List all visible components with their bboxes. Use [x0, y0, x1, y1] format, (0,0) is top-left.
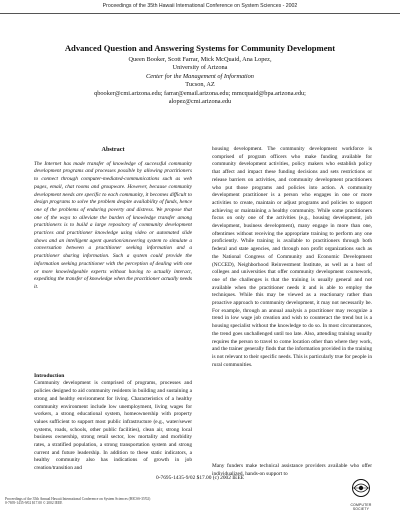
author-block	[40, 56, 360, 106]
abstract-heading: Abstract	[101, 146, 125, 153]
abstract-body: The Internet has made transfer of knowledge of successful community development programs and processes possible by allowing practitioners to connect through computer-mediated-communications such as web pages, email, chat rooms and groupware. However, because community development needs are specific to each community, it becomes difficult to design programs to solve the problem despite availability of funds, hence one of the problems of enduring poverty and distress. We propose that one of the ways to alleviate the burden of knowledge transfer among practitioners is to build a large repository of community development practices and practitioner knowledge using video or automated slide shows and an intelligent agent question/answering system to simulate a conversation between a practitioner seeking information and a practitioner sharing information. Such a system could provide the information seeking practitioner with the perception of dealing with one or more knowledgeable experts without having to actually interact, expediting the transfer of knowledge when the practitioner actually needs it.	[34, 160, 192, 290]
body-paragraph: housing development. The community development workforce is comprised of program officers who make funding available for community development activities, policy makers who establish policy that affect and impact these funding decisions and sets restrictions or release barriers on activities, and community development practitioners who put those programs and policies into action. A community development practitioner is a person who engages in one or more activities to create, maintain or adjust programs and policies to support achieving or maintaining a healthy community. While some practitioners focus on only one of the activities (e.g., housing development, job development, business development), many engage in more than one, oftentimes without receiving the appropriate training to perform any one proficiently. While training is available to practitioners through both federal and state agencies, and through non profit organizations such as the National Congress of Community and Economic Development (NCCED), Neighborhood Reinvestment Institute, as well as a host of colleges and universities that offer community development coursework, one of the challenges is that the training is usually general and not available when the practitioner needs it and is able to employ the techniques. While this may be viewed as a reactionary rather than proactive approach to community development, it may not necessarily be. For example, through an annual analysis a practitioner may recognize a trend in low wage job creation and wish to counteract the trend but is a housing specialist without the knowledge to do so. In most circumstances, the trend goes unchallenged until too late. Also, attending training usually requires the person to travel to come location other than where they work, and the trainer generally finds that the information provided in the training is not relevant to their specific needs. This is particularly true for people in rural communities.	[212, 146, 372, 368]
author-emails-2: alopez@cmi.arizona.edu	[168, 98, 232, 106]
footer-proceedings	[5, 497, 235, 506]
affiliation-center: Center for the Management of Information	[146, 72, 254, 80]
introduction-heading: Introduction	[34, 372, 65, 379]
footer-isbn: 0-7695-1435-9/02 $17.00 (c) 2002 IEEE	[156, 475, 244, 481]
computer-society-logo	[343, 478, 379, 512]
left-column	[34, 146, 192, 518]
running-header-text: Proceedings of the 35th Hawaii International Conference on System Sciences - 2002	[102, 3, 298, 9]
introduction-body: Community development is comprised of programs, processes and policies designed to aid community residents in building and sustaining a strong and healthy environment for living. Characteristics of a healthy community environment include low unemployment, living wages for workers, a strong educational system, homeownership with property values sufficient to support most public infrastructure (e.g., water/sewer systems, roads, schools, other public facilities), clean air, strong local business ownership, strong retail sector, low mortality and morbidity rates, a stratified population, a strong transportation system and strong current and future leadership. In addition to these static indicators, a healthy community also has indications of growth in job creation/transition and	[34, 380, 192, 472]
running-header	[0, 0, 400, 14]
logo-line-society: SOCIETY	[352, 507, 370, 512]
body-paragraph-2: Many funders make technical assistance providers available who offer individualized, hands-on support to	[212, 463, 372, 477]
logo-wordmark	[343, 503, 379, 511]
right-column	[212, 146, 372, 478]
author-names: Queen Booker, Scott Farrar, Mick McQuaid, Ana Lopez,	[128, 56, 272, 63]
logo-line-computer: COMPUTER	[350, 503, 372, 507]
author-emails: qbooker@cmi.arizona.edu; farrar@email.arizona.edu; mmcquaid@bpa.arizona.edu;	[94, 89, 306, 97]
computer-society-emblem-icon	[350, 478, 372, 498]
footer-proceedings-line-2: 0-7695-1435-9/02 $17.00 © 2002 IEEE	[5, 501, 63, 506]
affiliation-location: Tucson, AZ	[185, 81, 215, 89]
footer-proceedings-line: Proceedings of the 35th Annual Hawaii International Conference on System Sciences (HICSS-35'02)	[5, 497, 151, 501]
paper-title: Advanced Question and Answering Systems for Community Development	[64, 43, 336, 53]
affiliation-university: University of Arizona	[172, 64, 228, 72]
